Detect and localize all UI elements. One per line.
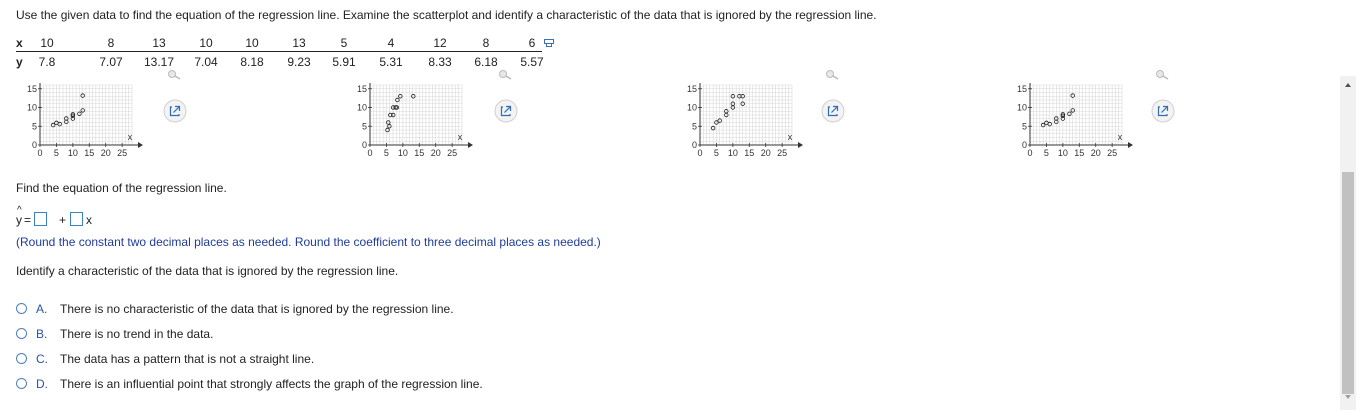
x-value-cell: 12 <box>433 36 447 50</box>
y-tick-label: 10 <box>356 102 367 113</box>
x-value-cell: 10 <box>199 36 213 50</box>
choice-b-letter: B. <box>36 327 48 341</box>
x-value-cell: 13 <box>152 36 166 50</box>
question-characteristic: Identify a characteristic of the data that is ignored by the regression line. <box>16 264 399 278</box>
x-value-cell: 10 <box>40 36 54 50</box>
radio-b[interactable] <box>16 328 27 339</box>
x-axis-label: x <box>787 132 793 142</box>
choice-d-text: There is an influential point that strongly affects the graph of the regression line. <box>60 377 483 391</box>
scatterplot-c <box>676 74 806 160</box>
plus-sign: + <box>59 213 67 227</box>
x-tick-label: 10 <box>1057 148 1068 158</box>
y-value-cell: 8.33 <box>428 55 452 69</box>
constant-input[interactable] <box>34 212 47 226</box>
x-row-label: x <box>16 36 23 50</box>
x-tick-label: 0 <box>37 148 43 158</box>
x-tick-label: 20 <box>760 148 771 158</box>
y-tick-label: 10 <box>686 102 697 113</box>
y-value-cell: 7.07 <box>99 55 123 69</box>
y-tick-label: 10 <box>26 102 37 113</box>
x-tick-label: 5 <box>53 148 59 158</box>
expand-graph-icon[interactable] <box>163 99 187 123</box>
x-axis-arrow-icon <box>468 142 473 148</box>
choice-c-letter: C. <box>36 352 48 366</box>
x-tick-label: 10 <box>727 148 738 158</box>
y-tick-label: 0 <box>1021 140 1027 150</box>
y-value-cell: 5.91 <box>332 55 356 69</box>
x-tick-label: 10 <box>397 148 408 158</box>
y-tick-label: 0 <box>31 140 37 150</box>
radio-a[interactable] <box>16 303 27 314</box>
radio-c[interactable] <box>16 353 27 364</box>
y-tick-label: 15 <box>686 83 697 94</box>
x-axis-arrow-icon <box>798 142 803 148</box>
plot-grid <box>700 85 792 145</box>
radio-d[interactable] <box>16 378 27 389</box>
plot-grid <box>40 85 132 145</box>
x-axis-arrow-icon <box>1128 142 1133 148</box>
choice-c-text: The data has a pattern that is not a straight line. <box>60 352 315 366</box>
scatterplot-d <box>1006 74 1136 160</box>
x-tick-label: 25 <box>777 148 788 158</box>
scatterplot-b <box>346 74 476 160</box>
scroll-down-arrow-icon[interactable] <box>1340 392 1356 402</box>
scatterplot-svg <box>1006 74 1136 160</box>
y-tick-label: 5 <box>691 121 697 132</box>
x-tick-label: 25 <box>1107 148 1118 158</box>
x-tick-label: 15 <box>84 148 95 158</box>
scatterplot-a <box>16 74 146 160</box>
x-value-cell: 6 <box>528 36 536 50</box>
y-tick-label: 5 <box>1021 121 1027 132</box>
x-axis-label: x <box>127 132 133 142</box>
scroll-thumb[interactable] <box>1342 172 1354 394</box>
x-tick-label: 0 <box>697 148 703 158</box>
y-row-label: y <box>16 55 23 69</box>
vertical-scrollbar[interactable] <box>1340 76 1356 410</box>
x-tick-label: 15 <box>744 148 755 158</box>
x-tick-label: 0 <box>367 148 373 158</box>
x-value-cell: 4 <box>387 36 395 50</box>
y-tick-label: 15 <box>26 83 37 94</box>
expand-graph-icon[interactable] <box>1151 99 1175 123</box>
y-tick-label: 10 <box>1016 102 1027 113</box>
question-regression: Find the equation of the regression line. <box>16 181 227 195</box>
y-tick-label: 0 <box>361 140 367 150</box>
x-tick-label: 5 <box>713 148 719 158</box>
x-variable: x <box>86 213 92 227</box>
x-value-cell: 8 <box>107 36 115 50</box>
y-value-cell: 5.31 <box>379 55 403 69</box>
y-tick-label: 5 <box>31 121 37 132</box>
x-axis-arrow-icon <box>138 142 143 148</box>
x-value-cell: 10 <box>245 36 259 50</box>
x-tick-label: 10 <box>67 148 78 158</box>
table-divider <box>16 51 542 52</box>
rounding-hint: (Round the constant two decimal places as needed. Round the coefficient to three decimal places as needed.) <box>16 235 601 249</box>
x-axis-label: x <box>457 132 463 142</box>
x-tick-label: 0 <box>1027 148 1033 158</box>
plot-grid <box>1030 85 1122 145</box>
x-tick-label: 20 <box>430 148 441 158</box>
x-value-cell: 5 <box>340 36 348 50</box>
x-tick-label: 25 <box>447 148 458 158</box>
x-tick-label: 5 <box>1043 148 1049 158</box>
y-tick-label: 15 <box>356 83 367 94</box>
magnifier-icon[interactable] <box>166 70 182 82</box>
x-value-cell: 13 <box>292 36 306 50</box>
expand-graph-icon[interactable] <box>821 99 845 123</box>
magnifier-icon[interactable] <box>1154 70 1170 82</box>
x-tick-label: 20 <box>1090 148 1101 158</box>
coefficient-input[interactable] <box>70 212 83 226</box>
magnifier-icon[interactable] <box>824 70 840 82</box>
plot-grid <box>370 85 462 145</box>
y-tick-label: 5 <box>361 121 367 132</box>
x-tick-label: 25 <box>117 148 128 158</box>
scatterplot-svg <box>346 74 476 160</box>
choice-a-letter: A. <box>36 302 48 316</box>
copy-data-icon[interactable] <box>544 39 554 47</box>
equals-sign: = <box>24 213 32 227</box>
y-hat-symbol: y <box>16 213 22 227</box>
y-value-cell: 8.18 <box>240 55 264 69</box>
choice-a-text: There is no characteristic of the data that is ignored by the regression line. <box>60 302 454 316</box>
x-tick-label: 5 <box>383 148 389 158</box>
y-value-cell: 6.18 <box>474 55 498 69</box>
expand-graph-icon[interactable] <box>494 99 518 123</box>
hat-mark: ^ <box>17 205 22 216</box>
y-value-cell: 13.17 <box>143 55 175 69</box>
x-tick-label: 15 <box>414 148 425 158</box>
x-value-cell: 8 <box>482 36 490 50</box>
scroll-up-arrow-icon[interactable] <box>1340 80 1356 90</box>
magnifier-icon[interactable] <box>497 70 513 82</box>
scatterplot-svg <box>16 74 146 160</box>
y-value-cell: 5.57 <box>520 55 544 69</box>
x-tick-label: 15 <box>1074 148 1085 158</box>
question-prompt: Use the given data to find the equation of the regression line. Examine the scatterplot and identify a characteristic of the data that is ignored by the regression line. <box>16 8 877 22</box>
y-tick-label: 15 <box>1016 83 1027 94</box>
y-value-cell: 9.23 <box>287 55 311 69</box>
y-value-cell: 7.8 <box>38 55 56 69</box>
y-value-cell: 7.04 <box>194 55 218 69</box>
choice-b-text: There is no trend in the data. <box>60 327 214 341</box>
scatterplot-svg <box>676 74 806 160</box>
x-tick-label: 20 <box>100 148 111 158</box>
choice-d-letter: D. <box>36 377 48 391</box>
y-tick-label: 0 <box>691 140 697 150</box>
x-axis-label: x <box>1117 132 1123 142</box>
